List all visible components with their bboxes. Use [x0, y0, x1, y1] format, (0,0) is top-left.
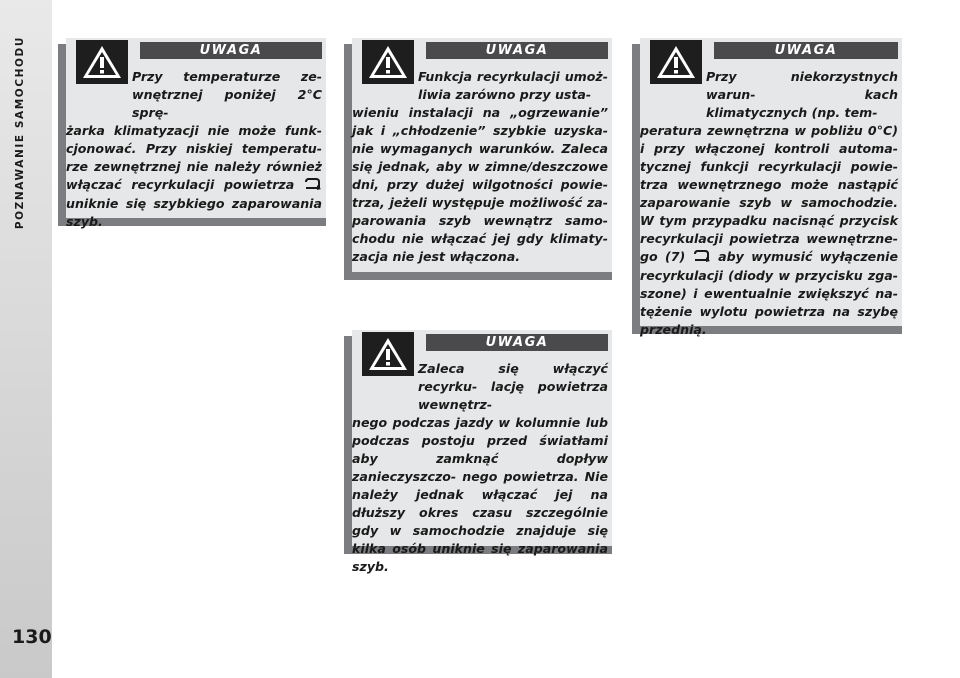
warning-text	[352, 360, 608, 576]
warning-body: żarka klimatyzacji nie może funk- cjonować. Przy niskiej temperatu- rze zewnętrznej nie należy również włączać recyrkulacji powietrza	[66, 123, 322, 192]
recirculation-icon	[304, 177, 322, 195]
warning-lead: Przy temperaturze ze- wnętrznej poniżej 2°C sprę-	[132, 69, 322, 120]
warning-title: UWAGA	[426, 42, 608, 59]
section-title-wrap	[14, 36, 38, 276]
warning-box-3	[640, 38, 902, 337]
warning-title: UWAGA	[714, 42, 898, 59]
warning-lead: Zaleca się włączyć recyrku- lację powietrza wewnętrz-	[418, 361, 608, 412]
warning-box-2	[352, 38, 612, 272]
sidebar	[0, 0, 52, 678]
warning-box-4	[352, 330, 612, 574]
warning-body: wieniu instalacji na „ogrzewanie” jak i „chłodzenie” szybkie uzyska- nie wymaganych warunków. Zaleca się jednak, aby w zimne/deszczowe dni, przy dużej wilgotności powie- trza, jeżeli występuje możliwość za- parowania szyb wewnątrz samo- chodu nie włączać jej gdy klimaty- zacja nie jest włączona.	[352, 105, 608, 264]
warning-text	[352, 68, 608, 266]
warning-text	[66, 68, 322, 231]
warning-body: peratura zewnętrzna w pobliżu 0°C) i przy włączonej kontroli automa- tycznej funkcji recyrkulacji powie- trza wewnętrznego może nastąpić zaparowanie szyb w samochodzie. W tym przypadku nacisnąć przycisk recyrkulacji powietrza wewnętrzne- go (7)	[640, 123, 898, 264]
warning-text	[640, 68, 898, 339]
page-number: 130	[12, 626, 52, 648]
warning-title: UWAGA	[140, 42, 322, 59]
warning-lead: Funkcja recyrkulacji umoż- liwia zarówno przy usta-	[418, 69, 608, 102]
warning-box-1	[66, 38, 326, 229]
recirculation-icon	[693, 249, 711, 267]
section-title: POZNAWANIE SAMOCHODU	[14, 36, 26, 230]
warning-tail: aby wymusić wyłączenie recyrkulacji (diody w przycisku zga- szone) i ewentualnie zwiększyć na- tężenie wylotu powietrza na szybę przednią.	[640, 249, 899, 337]
warning-tail: uniknie się szybkiego zaparowania szyb.	[66, 195, 322, 229]
warning-title: UWAGA	[426, 334, 608, 351]
warning-lead: Przy niekorzystnych warun- kach klimatycznych (np. tem-	[706, 69, 898, 120]
warning-body: nego podczas jazdy w kolumnie lub podczas postoju przed światłami aby zamknąć dopływ zanieczyszczo- nego powietrza. Nie należy jednak włączać jej na dłuższy okres czasu szczególnie gdy w samochodzie znajduje się kilka osób uniknie się zaparowania szyb.	[352, 415, 608, 574]
